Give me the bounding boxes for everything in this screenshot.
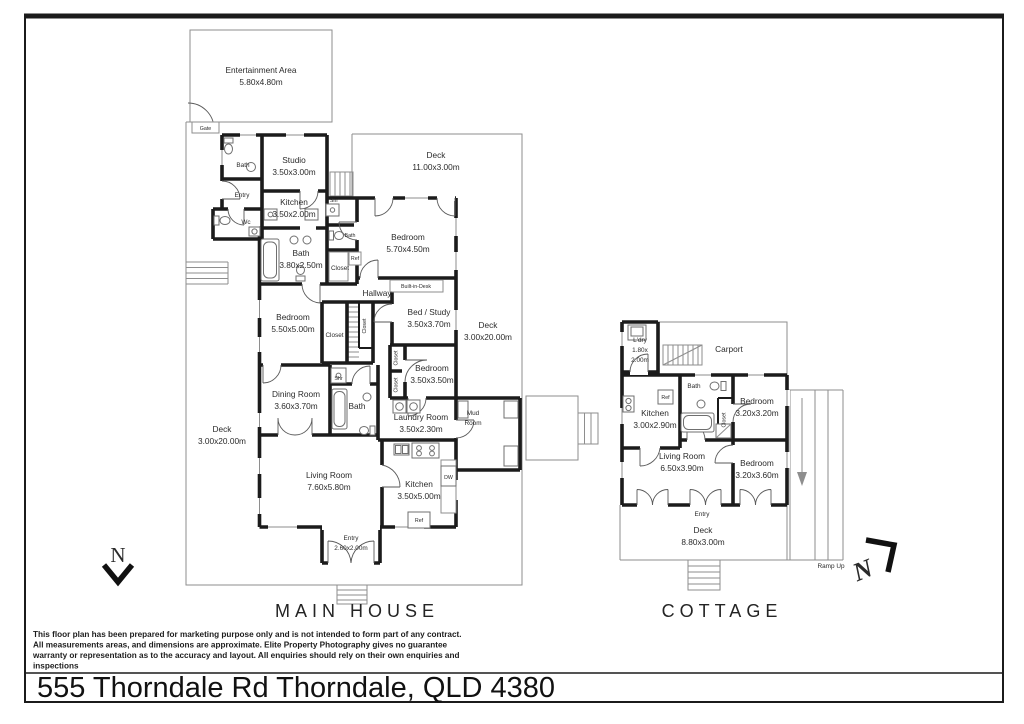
label-shr-top: Shr (329, 198, 339, 204)
label-bath-ensuite: Bath (344, 233, 356, 239)
north-letter: N (848, 553, 877, 588)
room-label-laundry: Laundry Room (393, 412, 449, 422)
room-label-bed-study: Bed / Study (407, 307, 451, 317)
room-label-deck-left: Deck (212, 424, 232, 434)
shower-icon (326, 204, 339, 216)
label-closet-hall: Closet (330, 265, 350, 272)
gate-label (192, 122, 219, 133)
room-dims-bedroom-front: 5.70x4.50m (386, 244, 430, 254)
label-ref-kitchen: Ref (414, 518, 424, 524)
label-ramp-up: Ramp Up (817, 563, 845, 570)
cottage-labels (631, 337, 845, 570)
kitchen-sink-icon (623, 396, 634, 412)
mudroom-bench (504, 446, 518, 466)
room-dims-bed-study: 3.50x3.70m (407, 319, 451, 329)
disclaimer-line-2: All measurements areas, and dimensions are approximate. Elite Property Photography gives no guarantee (33, 640, 448, 650)
disclaimer-line-3: warranty or representation as to the accuracy and layout. All enquiries should rely on their own enquiries and (33, 651, 460, 660)
north-letter: N (110, 543, 126, 567)
room-dims-deck-top: 11.00x3.00m (412, 162, 460, 172)
side-porch-outline (526, 396, 578, 460)
toilet-icon (329, 231, 344, 240)
room-dims-bath-main: 3.80x2.50m (279, 260, 323, 270)
disclaimer-line-1: This floor plan has been prepared for marketing purpose only and is not intended to form part of any contract. (33, 630, 462, 639)
room-dims-kitchen-top: 3.50x2.00m (272, 209, 316, 219)
room-label-hallway: Hallway (362, 288, 392, 298)
label-closet-center: Closet (325, 332, 344, 339)
mudroom-bench (504, 401, 518, 418)
sink-icon (290, 236, 298, 244)
room-label-bedroom-mid: Bedroom (415, 363, 449, 373)
room-label-living: Living Room (305, 470, 353, 480)
room-label-kitchen-main: Kitchen (405, 479, 433, 489)
sink-icon (697, 400, 705, 408)
toilet-icon (224, 138, 233, 154)
label-closet-small-2: Closet (393, 377, 400, 393)
room-label-entertainment: Entertainment Area (225, 65, 297, 75)
room-label-bedroom-front: Bedroom (391, 232, 425, 242)
room-dims-living: 7.60x5.80m (307, 482, 351, 492)
kitchen-sink-icon (394, 444, 409, 455)
room-label-dining: Dining Room (272, 389, 320, 399)
page-border (24, 15, 1004, 702)
room-dims-entertainment: 5.80x4.80m (239, 77, 283, 87)
porch-stairs-icon (578, 413, 598, 444)
bathtub-icon (261, 239, 279, 281)
north-chevron-icon (104, 565, 132, 582)
label-shr-mid: Shr (334, 376, 343, 382)
north-arrow-main (104, 543, 132, 582)
room-dims-laundry: 3.50x2.30m (399, 424, 443, 434)
room-label-studio: Studio (282, 155, 306, 165)
room-label-mud-2: Room (464, 420, 482, 427)
room-label-entry-top: Entry (234, 192, 250, 199)
label-built-in-desk: Built-in-Desk (400, 284, 432, 290)
room-label-bath-mid: Bath (348, 401, 366, 411)
room-dims-cottage-bedroom-bottom: 3.20x3.60m (735, 470, 779, 480)
toilet-icon (360, 426, 376, 435)
room-label-cottage-bedroom-bottom: Bedroom (740, 458, 774, 468)
room-dims-bedroom-left: 5.50x5.00m (271, 324, 315, 334)
room-label-cottage-entry: Entry (694, 511, 710, 518)
label-cottage-closet: Closet (721, 412, 728, 428)
room-label-bath-main: Bath (292, 248, 310, 258)
disclaimer-line-4: inspections (33, 661, 79, 671)
label-cottage-ref: Ref (661, 395, 670, 401)
room-dims-entry-main: 2.60x2.00m (334, 545, 368, 552)
room-label-cottage-living: Living Room (658, 451, 706, 461)
deck-access-stairs-icon (330, 172, 353, 196)
room-dims-deck-left: 3.00x20.00m (198, 436, 246, 446)
toilet-icon (214, 216, 230, 225)
room-label-mud-1: Mud (466, 410, 480, 417)
property-address: 555 Thorndale Rd Thorndale, QLD 4380 (37, 672, 556, 704)
room-dims-dining: 3.60x3.70m (274, 401, 318, 411)
carport-stairs-icon (663, 345, 702, 365)
room-label-wc: Wc (241, 219, 251, 226)
toilet-icon (710, 382, 726, 391)
room-label-bedroom-left: Bedroom (276, 312, 310, 322)
svg-text:Gate: Gate (199, 126, 212, 132)
title-main-house: MAIN HOUSE (274, 601, 440, 621)
entertainment-area-outline (190, 30, 332, 122)
room-label-cottage-kitchen: Kitchen (641, 408, 669, 418)
ramp-outline (787, 390, 843, 560)
room-label-carport: Carport (715, 344, 743, 354)
room-dims-bedroom-mid: 3.50x3.50m (410, 375, 454, 385)
room-label-ldry-3: 2.00m (631, 357, 649, 364)
ramp-arrow-icon (797, 398, 807, 486)
room-dims-cottage-kitchen: 3.00x2.90m (633, 420, 677, 430)
left-boundary-steps-icon (186, 262, 228, 284)
sink-icon (303, 236, 311, 244)
room-dims-kitchen-main: 3.50x5.00m (397, 491, 441, 501)
north-arrow-cottage (848, 540, 894, 587)
room-dims-cottage-living: 6.50x3.90m (660, 463, 704, 473)
label-dw: DW (444, 475, 453, 481)
sink-icon (363, 393, 371, 401)
bathtub-icon (332, 389, 347, 429)
room-label-cottage-bath: Bath (687, 383, 701, 390)
room-label-deck-right: Deck (478, 320, 498, 330)
label-closet-small-1: Closet (393, 350, 400, 366)
label-ref-hall: Ref (350, 256, 360, 262)
room-dims-studio: 3.50x3.00m (272, 167, 316, 177)
room-label-entry-main: Entry (343, 535, 359, 542)
stove-icon (412, 443, 439, 458)
bathtub-icon (681, 413, 714, 432)
room-label-bath-top: Bath (236, 162, 250, 169)
title-cottage: COTTAGE (661, 601, 783, 621)
sink-icon (249, 227, 260, 236)
room-dims-cottage-deck: 8.80x3.00m (681, 537, 725, 547)
room-dims-deck-right: 3.00x20.00m (464, 332, 512, 342)
room-label-deck-top: Deck (426, 150, 446, 160)
room-label-ldry-1: L'dry (633, 337, 647, 344)
label-closet-center-v: Closet (362, 318, 368, 334)
room-label-kitchen-top: Kitchen (280, 197, 308, 207)
room-label-ldry-2: 1.80x (632, 347, 648, 354)
footer (26, 630, 1002, 704)
room-label-cottage-bedroom-right: Bedroom (740, 396, 774, 406)
room-dims-cottage-bedroom-right: 3.20x3.20m (735, 408, 779, 418)
cottage-deck-stairs-icon (688, 560, 720, 590)
room-label-cottage-deck: Deck (693, 525, 713, 535)
